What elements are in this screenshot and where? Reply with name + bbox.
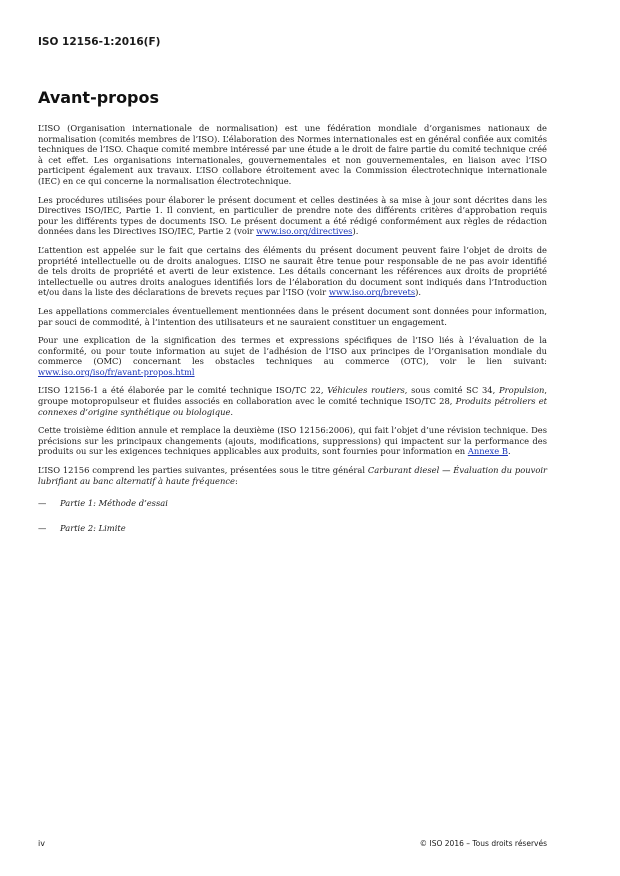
list-item-text: Partie 1: Méthode d’essai [60,498,168,509]
list-dash: — [38,498,47,509]
annex-b-link[interactable]: Annexe B [467,446,508,457]
list-dash: — [38,522,47,533]
foreword-body [38,123,547,547]
paragraph-procedures: Les procédures utilisées pour élaborer le présent document et celles destinées à sa mise à jour sont décrites dans les Directives ISO/IEC, Partie 1. Il convient, en particulier de prendre note des différents critères d’approbation requis pour les différents types de documents ISO. Le présent document a été rédigé conformément aux règles de rédaction données dans les Directives ISO/IEC, Partie 2 (voir www.iso.org/directives). [38,194,547,237]
paragraph-parts: L’ISO 12156 comprend les parties suivantes, présentées sous le titre général Carburant diesel — Évaluation du pouvoir lubrifiant au banc alternatif à haute fréquence: [38,465,547,486]
paragraph-patents: L’attention est appelée sur le fait que certains des éléments du présent document peuvent faire l’objet de droits de propriété intellectuelle ou de droits analogues. L’ISO ne saurait être tenue pour responsable de ne pas avoir identifié de tels droits de propriété et averti de leur existence. Les détails concernant les références aux droits de propriété intellectuelle ou autres droits analogues identifiés lors de l’élaboration du document sont indiqués dans l’Introduction et/ou dans la liste des déclarations de brevets reçues par l’ISO (voir www.iso.org/brevets). [38,244,547,298]
paragraph-committee: L’ISO 12156-1 a été élaborée par le comité technique ISO/TC 22, Véhicules routiers, sous comité SC 34, Propulsion, groupe motopropulseur et fluides associés en collaboration avec le comité technique ISO/TC 28, Produits pétroliers et connexes d’origine synthétique ou biologique. [38,385,547,417]
foreword-link[interactable]: www.iso.org/iso/fr/avant-propos.html [38,366,195,377]
patents-link[interactable]: www.iso.org/brevets [328,287,416,298]
list-item-text: Partie 2: Limite [60,522,126,533]
list-item [38,498,547,509]
paragraph-conformity: Pour une explication de la signification des termes et expressions spécifiques de l’ISO liés à l’évaluation de la conformité, ou pour toute information au sujet de l’adhésion de l’ISO aux principes de l’Organisation mondiale du commerce (OMC) concernant les obstacles techniques au commerce (OTC), voir le lien suivant: www.iso.org/iso/fr/avant-propos.html [38,335,547,377]
copyright-notice: © ISO 2016 – Tous droits réservés [419,839,547,848]
paragraph-edition: Cette troisième édition annule et remplace la deuxième (ISO 12156:2006), qui fait l’objet d’une révision technique. Des précisions sur les principaux changements (ajouts, modifications, suppressions) qui impactent sur la performance des produits ou sur les exigences techniques applicables aux produits, sont fournies pour information en Annexe B. [38,425,547,457]
page-number: iv [38,839,45,848]
list-item [38,523,547,534]
directives-link[interactable]: www.iso.org/directives [256,226,353,237]
paragraph-iso-intro: L’ISO (Organisation internationale de normalisation) est une fédération mondiale d’organismes nationaux de normalisation (comités membres de l’ISO). L’élaboration des Normes internationales est en général confiée aux comités techniques de l’ISO. Chaque comité membre intéressé par une étude a le droit de faire partie du comité technique créé à cet effet. Les organisations internationales, gouvernementales et non gouvernementales, en liaison avec l’ISO participent également aux travaux. L’ISO collabore étroitement avec la Commission électrotechnique internationale (IEC) en ce qui concerne la normalisation électrotechnique. [38,123,547,186]
paragraph-trade-names: Les appellations commerciales éventuellement mentionnées dans le présent document sont données pour information, par souci de commodité, à l’intention des utilisateurs et ne sauraient constituer un engagement. [38,305,547,327]
document-id: ISO 12156-1:2016(F) [38,36,161,48]
page-title: Avant-propos [38,88,160,107]
